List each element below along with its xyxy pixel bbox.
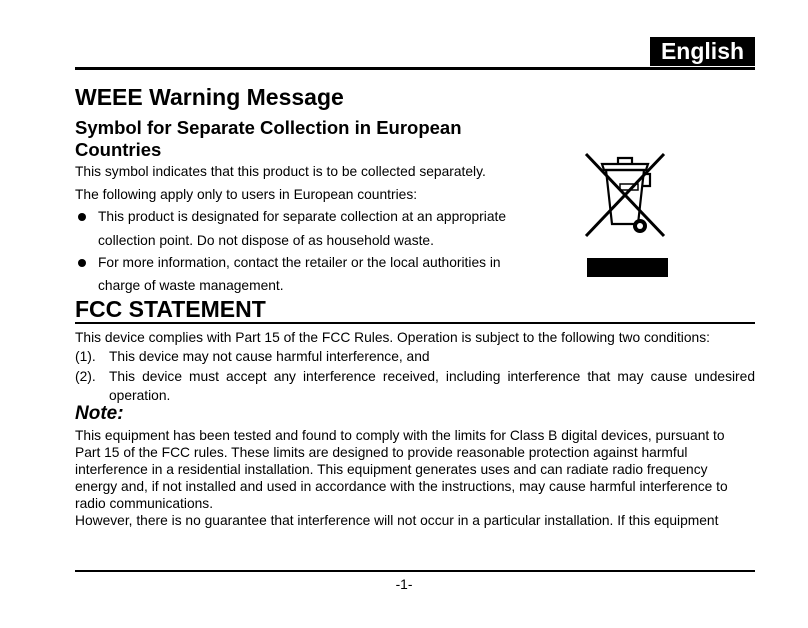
note-line-5: radio communications. [75, 496, 214, 511]
crossed-out-wheelie-bin-icon [580, 146, 670, 241]
weee-bullet-1-line1: This product is designated for separate collection at an appropriate [98, 209, 507, 224]
fcc-item-1-number: (1). [75, 349, 96, 364]
note-line-3: interference in a residential installation. This equipment generates uses and can radiate radio frequency [75, 462, 708, 477]
weee-bullet-1-line2: collection point. Do not dispose of as household waste. [98, 233, 434, 248]
note-line-6: However, there is no guarantee that interference will not occur in a particular installation. If this equipment [75, 513, 719, 528]
fcc-divider [75, 322, 755, 324]
weee-subtitle-line1: Symbol for Separate Collection in European [75, 117, 462, 138]
fcc-item-2-text-line1: This device must accept any interference received, including interference that may cause undesired [109, 369, 755, 384]
fcc-intro: This device complies with Part 15 of the FCC Rules. Operation is subject to the following two conditions: [75, 330, 710, 345]
header-divider [75, 67, 755, 70]
weee-subtitle-line2: Countries [75, 139, 162, 160]
note-line-4: energy and, if not installed and used in accordance with the instructions, may cause harmful interference to [75, 479, 728, 494]
bullet-dot [78, 259, 86, 267]
note-line-2: Part 15 of the FCC rules. These limits are designed to provide reasonable protection against harmful [75, 445, 688, 460]
language-badge: English [650, 37, 755, 66]
weee-bullet-2-line1: For more information, contact the retailer or the local authorities in [98, 255, 501, 270]
fcc-item-2-text-line2: operation. [109, 388, 171, 403]
weee-intro-1: This symbol indicates that this product is to be collected separately. [75, 164, 486, 179]
weee-title: WEEE Warning Message [75, 84, 344, 110]
weee-bullet-2-line2: charge of waste management. [98, 278, 284, 293]
weee-symbol-bar [587, 258, 668, 277]
weee-intro-2: The following apply only to users in European countries: [75, 187, 418, 202]
footer-divider [75, 570, 755, 572]
fcc-item-1-text: This device may not cause harmful interference, and [109, 349, 430, 364]
page-number: -1- [395, 577, 413, 592]
bullet-dot [78, 213, 86, 221]
fcc-item-2-number: (2). [75, 369, 96, 384]
fcc-title: FCC STATEMENT [75, 296, 266, 322]
note-title: Note: [75, 403, 124, 424]
note-line-1: This equipment has been tested and found to comply with the limits for Class B digital devices, pursuant to [75, 428, 725, 443]
